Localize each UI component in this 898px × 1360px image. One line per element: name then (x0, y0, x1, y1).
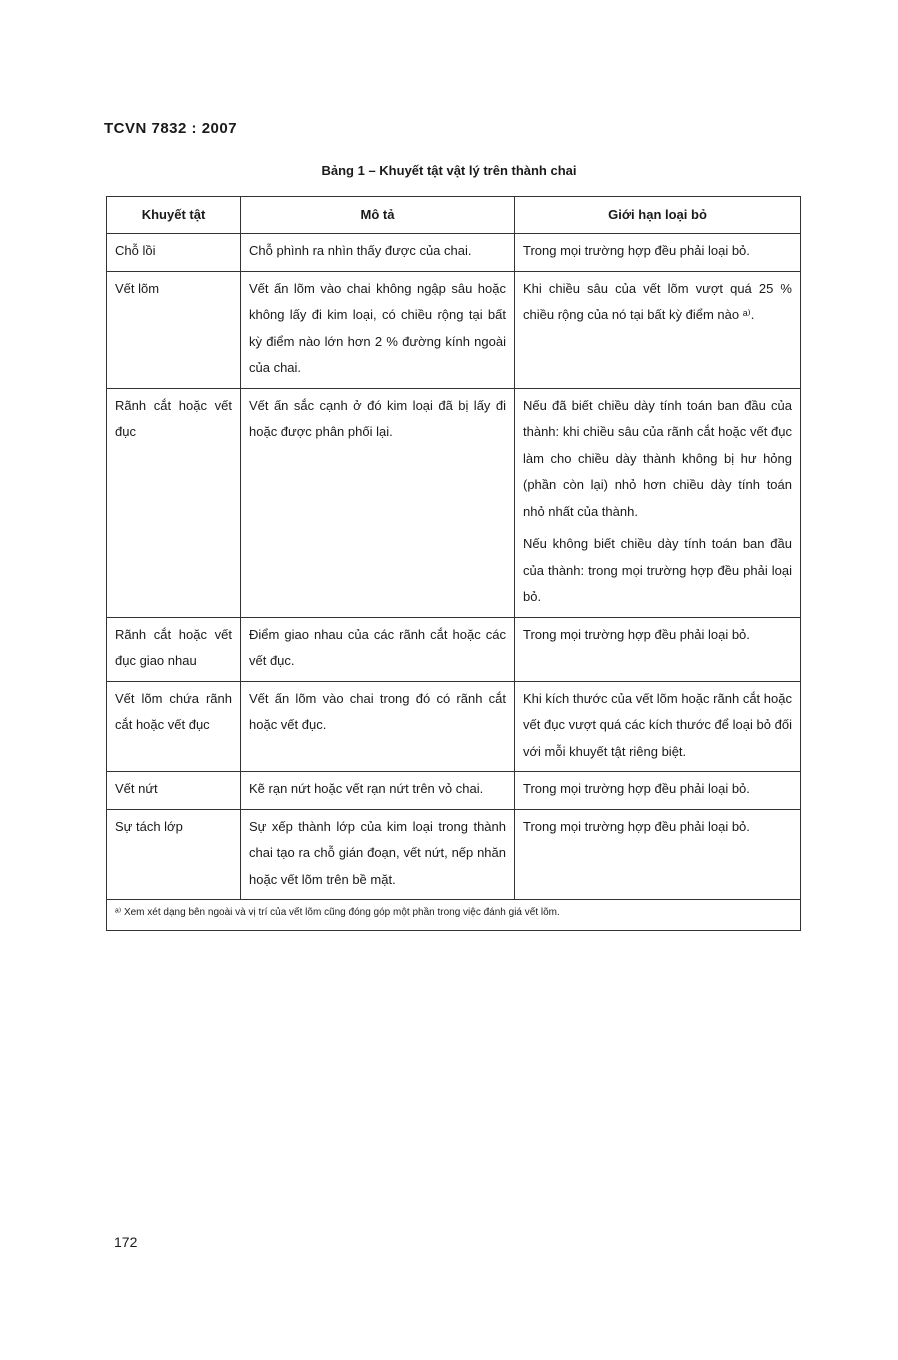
table-caption: Bảng 1 – Khuyết tật vật lý trên thành chai (321, 163, 577, 178)
defect-description: Điểm giao nhau của các rãnh cắt hoặc các vết đục. (241, 617, 515, 681)
defect-name: Sự tách lớp (107, 809, 241, 900)
table-row (107, 271, 801, 388)
rejection-limit (515, 772, 801, 810)
document-standard-number: TCVN 7832 : 2007 (104, 120, 238, 137)
column-header-limit: Giới hạn loại bỏ (515, 197, 801, 234)
table-row (107, 388, 801, 617)
table-footnote-row (107, 900, 801, 931)
defect-name: Rãnh cắt hoặc vết đục giao nhau (107, 617, 241, 681)
table-header-row (107, 197, 801, 234)
rejection-limit-text: Khi chiều sâu của vết lõm vượt quá 25 % chiều rộng của nó tại bất kỳ điểm nào ᵃ⁾. (523, 280, 792, 322)
rejection-limit-text: Nếu không biết chiều dày tính toán ban đầu của thành: trong mọi trường hợp đều phải loại bỏ. (523, 536, 792, 604)
defect-description: Kẽ rạn nứt hoặc vết rạn nứt trên vỏ chai. (241, 772, 515, 810)
defect-name: Rãnh cắt hoặc vết đục (107, 388, 241, 617)
rejection-limit-text: Trong mọi trường hợp đều phải loại bỏ. (523, 243, 750, 258)
table-row (107, 809, 801, 900)
defect-description: Vết ấn lõm vào chai trong đó có rãnh cắt hoặc vết đục. (241, 681, 515, 772)
rejection-limit-text: Trong mọi trường hợp đều phải loại bỏ. (523, 818, 750, 834)
rejection-limit (515, 388, 801, 617)
table-row (107, 681, 801, 772)
table-row (107, 617, 801, 681)
defect-name: Vết lõm (107, 271, 241, 388)
rejection-limit (515, 681, 801, 772)
table-row (107, 234, 801, 272)
defect-description: Vết ấn sắc cạnh ở đó kim loại đã bị lấy đi hoặc được phân phối lại. (241, 388, 515, 617)
table-row (107, 772, 801, 810)
rejection-limit (515, 234, 801, 272)
rejection-limit (515, 271, 801, 388)
column-header-description: Mô tả (241, 197, 515, 234)
rejection-limit-text: Trong mọi trường hợp đều phải loại bỏ. (523, 781, 750, 796)
rejection-limit (515, 809, 801, 900)
defect-name: Vết lõm chứa rãnh cắt hoặc vết đục (107, 681, 241, 772)
page-number: 172 (114, 1234, 138, 1250)
column-header-defect: Khuyết tật (107, 197, 241, 234)
defect-description: Sự xếp thành lớp của kim loại trong thành chai tạo ra chỗ gián đoạn, vết nứt, nếp nhăn hoặc vết lõm trên bề mặt. (241, 809, 515, 900)
defect-description: Vết ấn lõm vào chai không ngập sâu hoặc không lấy đi kim loại, có chiều rộng tại bất kỳ điểm nào lớn hơn 2 % đường kính ngoài của chai. (241, 271, 515, 388)
rejection-limit (515, 617, 801, 681)
table-footnote: ᵃ⁾ Xem xét dạng bên ngoài và vị trí của vết lõm cũng đóng góp một phần trong việc đánh giá vết lõm. (107, 900, 801, 931)
defects-table (106, 196, 801, 931)
defect-name: Chỗ lồi (107, 234, 241, 272)
defect-name: Vết nứt (107, 772, 241, 810)
rejection-limit-text: Nếu đã biết chiều dày tính toán ban đầu của thành: khi chiều sâu của rãnh cắt hoặc vết đục làm cho chiều dày thành không bị hư hỏng (phần còn lại) nhỏ hơn chiều dày tính toán nhỏ nhất của thành. (523, 397, 792, 519)
defect-description: Chỗ phình ra nhìn thấy được của chai. (241, 234, 515, 272)
rejection-limit-text: Trong mọi trường hợp đều phải loại bỏ. (523, 626, 750, 642)
rejection-limit-text: Khi kích thước của vết lõm hoặc rãnh cắt hoặc vết đục vượt quá các kích thước để loại bỏ đối với mỗi khuyết tật riêng biệt. (523, 690, 792, 759)
